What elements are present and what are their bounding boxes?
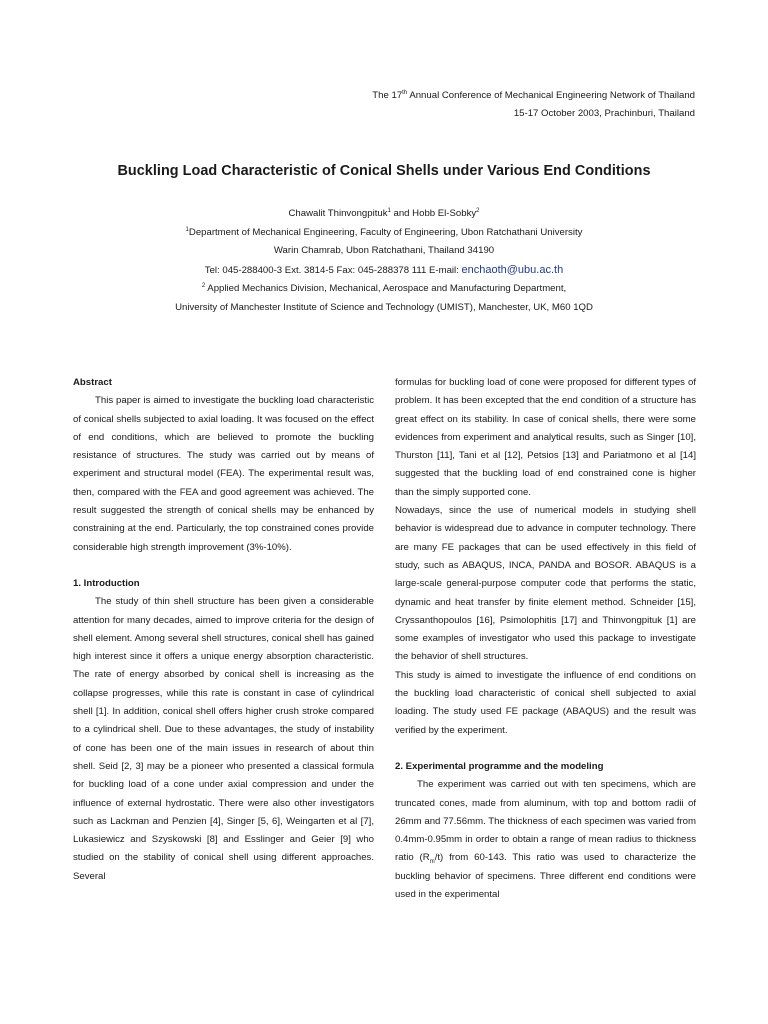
affiliation-2-address: University of Manchester Institute of Science and Technology (UMIST), Manchester, UK, M60 1QD (175, 301, 593, 313)
introduction-paragraph-1: The study of thin shell structure has been given a considerable attention for many decades, aimed to improve criteria for the design of shell element. Among several shell structures, conical shell has gained high interest since it offers a unique energy absorption characteristic. The rate of energy absorbed by conical shell is increasing as the collapse progresses, while this rate is constant in case of cylindrical shell [1]. In addition, conical shell offers higher crush stroke compared to a cylindrical shell. Due to these advantages, the study of instability of cone has been one of the main issues in research of about thin shell. Seid [2, 3] may be a pioneer who presented a classical formula for buckling load of a cone under axial compression and under the influence of external hydrostatic. There were also other investigators such as Lackman and Penzien [4], Singer [5, 6], Weingarten et al [7], Lukasiewicz and Szyskowski [8] and Esslinger and Geier [9] who studied on the stability of conical shell using different approaches. Several (73, 596, 374, 882)
experimental-heading: 2. Experimental programme and the modeling (395, 760, 604, 772)
introduction-paragraph-2: Nowadays, since the use of numerical models in studying shell behavior is widespread due to advance in computer technology. There are many FE packages that can be used effectively in this field of study, such as ABAQUS, INCA, PANDA and BOSOR. ABAQUS is a large-scale general-purpose computer code that performs the static, dynamic and heat transfer by finite element method. Schneider [15], Cryssanthopoulos [16], Psimolophitis [17] and Thinvongpituk [1] are some examples of investigator who used this package to investigate the behavior of shell structures. (395, 505, 696, 663)
experimental-paragraph-1: The experiment was carried out with ten specimens, which are truncated cones, made from aluminum, with top and bottom radii of 26mm and 77.56mm. The thickness of each specimen was varied from 0.4mm-0.95mm in order to obtain a range of mean radius to thickness ratio $(R_m/t)$ from 60-143. This ratio was used to characterize the buckling behavior of specimens. Three different end conditions were used in the experimental (395, 779, 697, 901)
abstract-text: This paper is aimed to investigate the buckling load characteristic of conical shells subjected to axial loading. It was focused on the effect of end conditions, which are believed to promote the buckling resistance of structures. The study was carried out by means of experiment and structural model (FEA). The experimental result was, then, compared with the FEA and good agreement was achieved. The result suggested the strength of conical shells may be enhanced by constraining at the end. Particularly, the top constrained cones provide considerable high strength improvement (3%-10%). (73, 395, 374, 553)
conference-header (372, 87, 695, 123)
affiliation-1-address: Warin Chamrab, Ubon Ratchathani, Thailand 34190 (273, 245, 495, 256)
author-line: Chawalit Thinvongpituk$^1$ and Hobb El-Sobky$^2$ (288, 207, 480, 219)
conference-name: The 17th Annual Conference of Mechanical Engineering Network of Thailand (372, 89, 695, 101)
right-column (395, 374, 696, 904)
affiliation-1: $^1$Department of Mechanical Engineering, Faculty of Engineering, Ubon Ratchathani University (185, 226, 583, 238)
email-link[interactable]: enchaoth@ubu.ac.th (461, 263, 564, 276)
affiliation-2: $^2$ Applied Mechanics Division, Mechanical, Aerospace and Manufacturing Department, (201, 282, 567, 294)
introduction-paragraph-3: This study is aimed to investigate the influence of end conditions on the buckling load characteristic of conical shell subjected to axial loading. The study used FE package (ABAQUS) and the result was verified by the experiment. (395, 669, 696, 736)
conference-dates: 15-17 October 2003, Prachinburi, Thailand (513, 108, 695, 119)
author-block (0, 205, 768, 317)
introduction-paragraph-1-continued: formulas for buckling load of cone were proposed for different types of problem. It has been excepted that the end condition of a structure has great effect on its stability. In case of conical shells, there were some evidences from experiment and analytical results, such as Singer [10], Thurston [11], Tani et al [12], Petsios [13] and Pariatmono et al [14] suggested that the buckling load of end constrained cone is higher than the simply supported cone. (395, 377, 696, 498)
paper-title: Buckling Load Characteristic of Conical Shells under Various End Conditions (117, 163, 651, 179)
left-column (73, 374, 374, 886)
introduction-heading: 1. Introduction (73, 577, 140, 589)
abstract-heading: Abstract (73, 377, 112, 388)
contact-line: Tel: 045-288400-3 Ext. 3814-5 Fax: 045-288378 111 E-mail: enchaoth@ubu.ac.th (204, 263, 564, 276)
